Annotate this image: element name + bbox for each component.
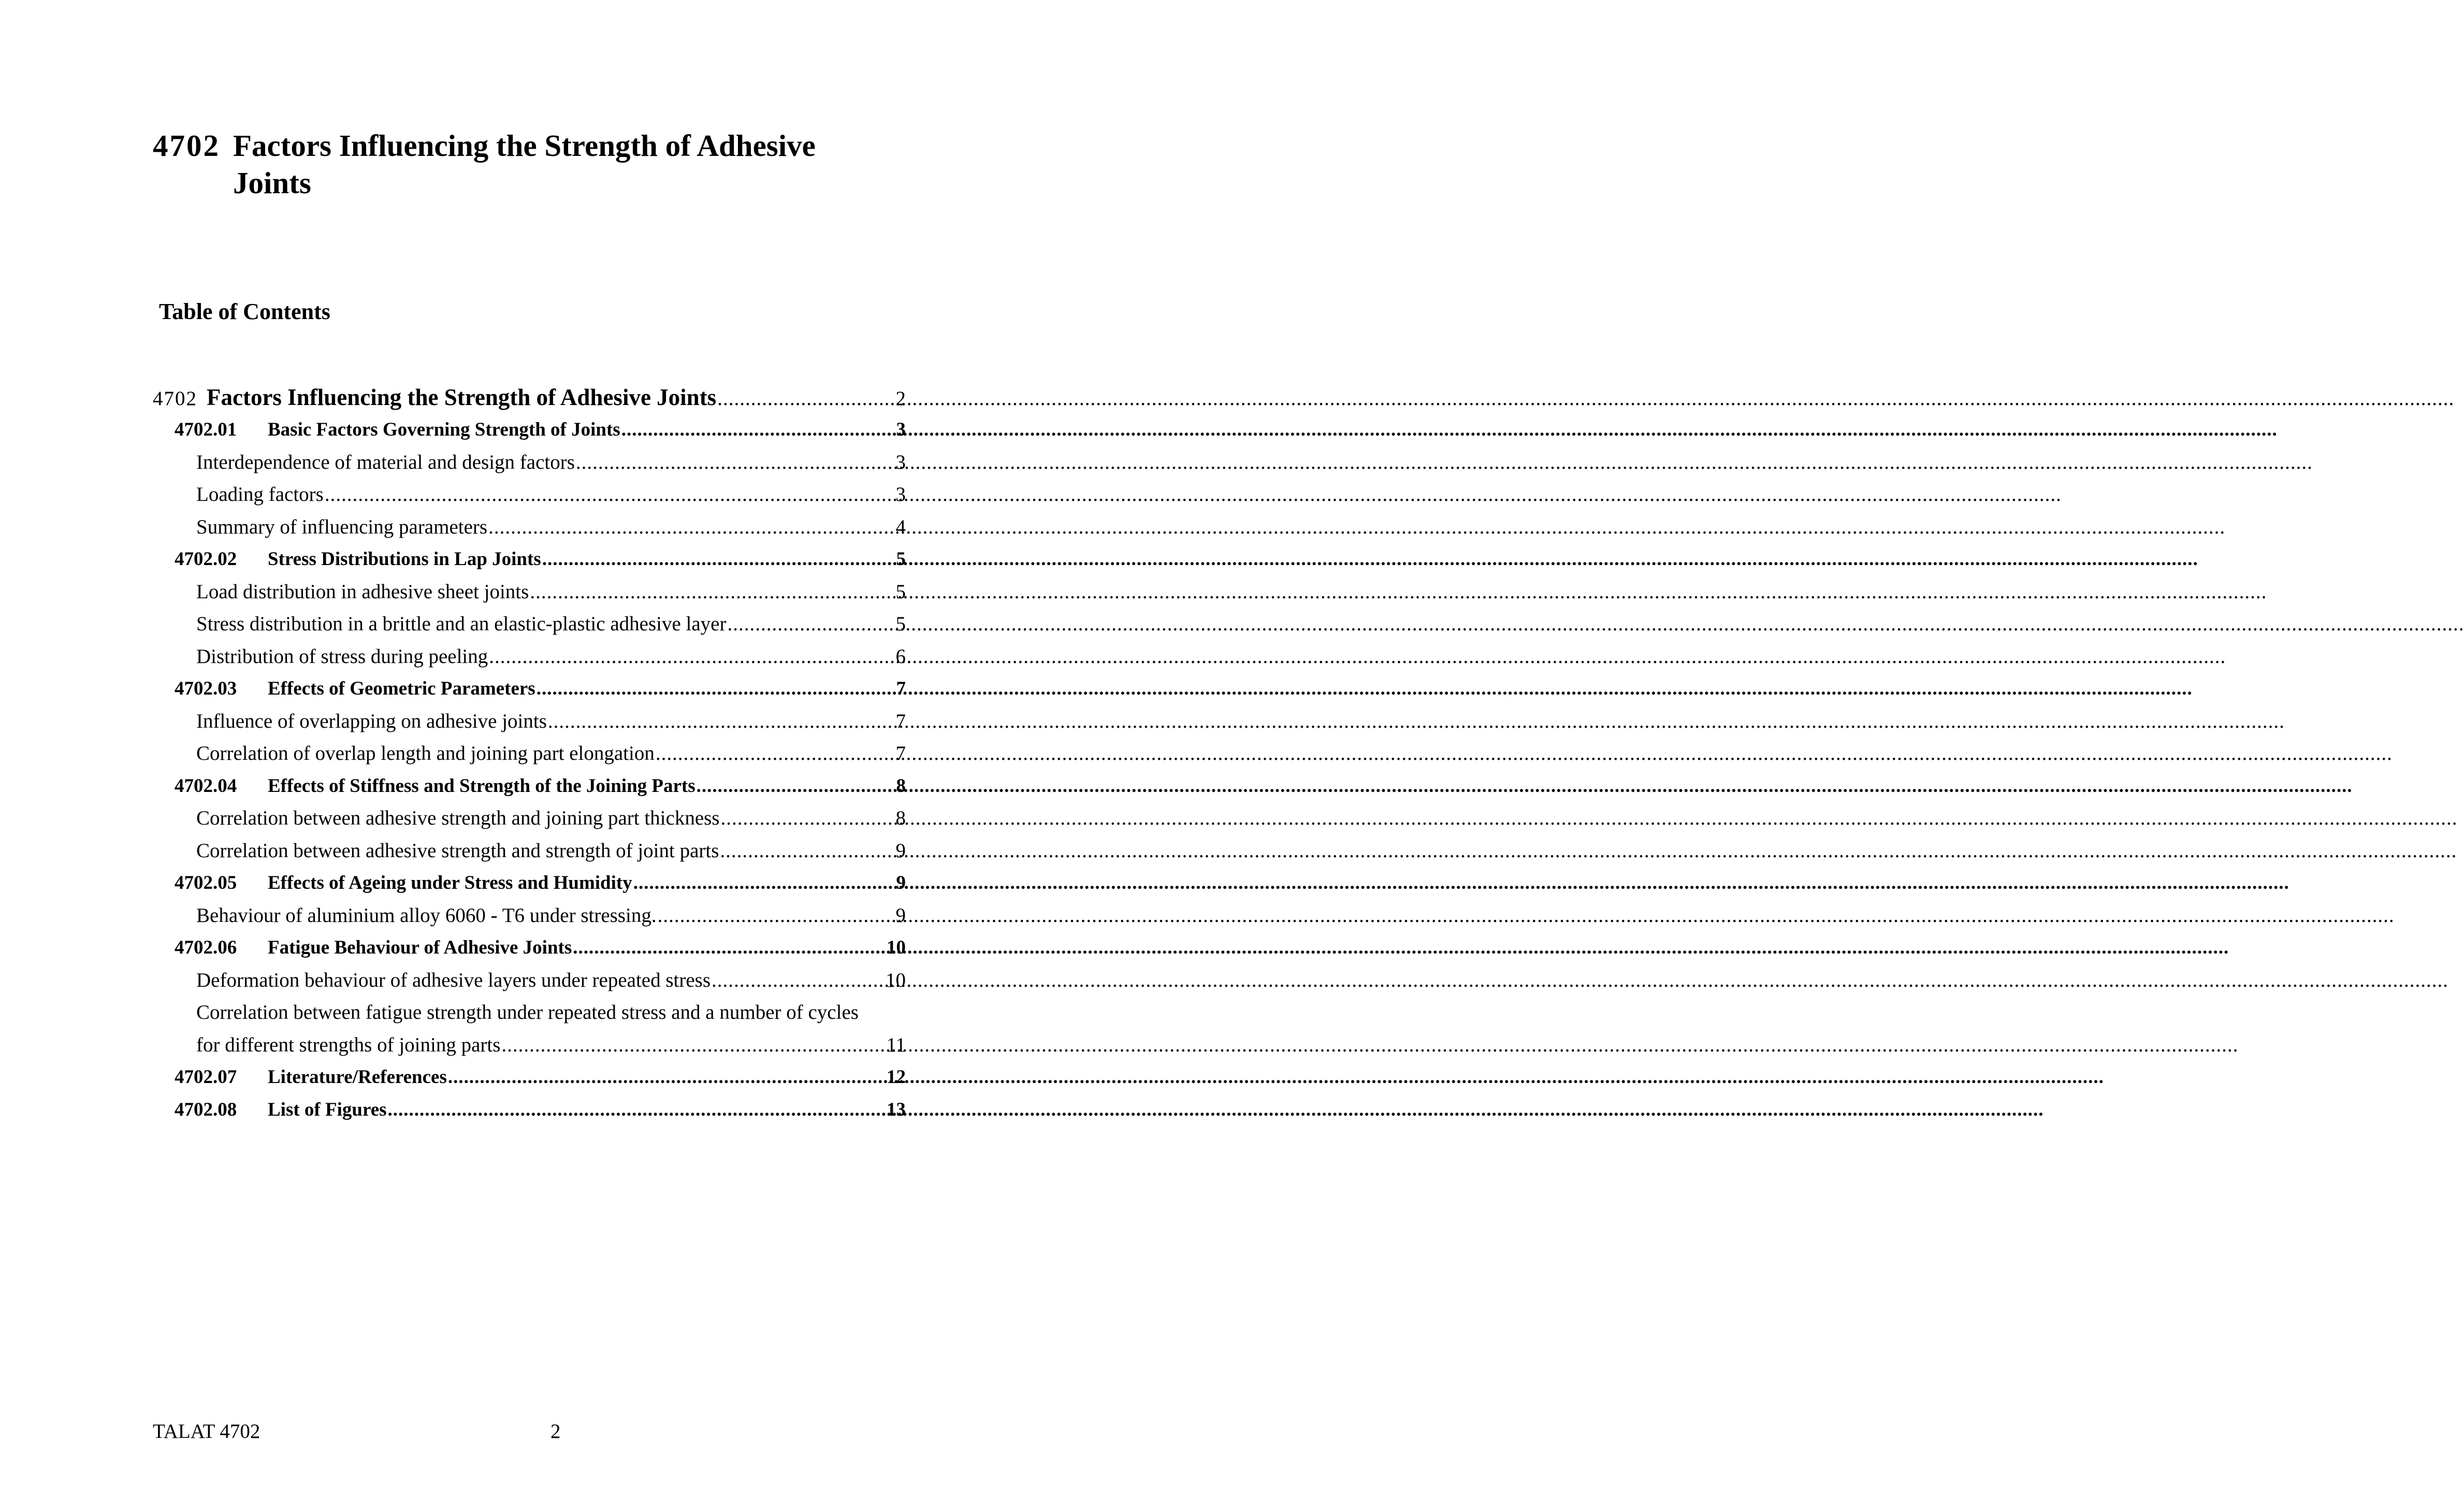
dot-leader bbox=[388, 1094, 886, 1127]
toc-entry-title: Influence of overlapping on adhesive joints bbox=[196, 710, 547, 732]
document-title-text: Factors Influencing the Strength of Adhesive Joints bbox=[233, 128, 816, 200]
toc-entry-title: Load distribution in adhesive sheet joints bbox=[196, 580, 529, 603]
toc-section-20[interactable] bbox=[153, 1061, 906, 1094]
toc-entry-page: 12 bbox=[887, 1066, 906, 1088]
toc-entry-page: 11 bbox=[886, 1033, 906, 1056]
toc-entry-page: 10 bbox=[887, 937, 906, 958]
dot-leader bbox=[542, 543, 895, 576]
toc-entry-13[interactable] bbox=[153, 802, 906, 835]
toc-section-15[interactable] bbox=[153, 867, 906, 900]
toc-section-9[interactable] bbox=[153, 673, 906, 705]
dot-leader bbox=[576, 446, 895, 479]
toc-entry-6[interactable] bbox=[153, 576, 906, 609]
toc-entry-title: Stress distribution in a brittle and an elastic-plastic adhesive layer bbox=[196, 613, 727, 635]
toc-entry-page: 3 bbox=[895, 483, 906, 506]
toc-entry-page: 4 bbox=[895, 515, 906, 538]
toc-entry-page: 10 bbox=[886, 969, 906, 991]
document-title bbox=[153, 127, 930, 201]
toc-entry-14[interactable] bbox=[153, 835, 906, 868]
dot-leader bbox=[489, 641, 894, 673]
toc-entry-number: 4702.02 bbox=[175, 549, 237, 570]
dot-leader bbox=[548, 705, 895, 738]
toc-entry-page: 5 bbox=[895, 580, 906, 603]
toc-entry-title: Correlation of overlap length and joining part elongation bbox=[196, 742, 655, 764]
toc-entry-page: 8 bbox=[896, 775, 906, 797]
dot-leader bbox=[537, 673, 895, 705]
toc-entry-number: 4702 bbox=[153, 387, 197, 410]
toc-entry-page: 9 bbox=[895, 904, 906, 927]
toc-section-5[interactable] bbox=[153, 543, 906, 576]
toc-entry-title: Loading factors bbox=[196, 483, 324, 506]
toc-entry-title: List of Figures bbox=[268, 1099, 387, 1120]
toc-entry-page: 7 bbox=[895, 742, 906, 764]
toc-entry-title: Effects of Stiffness and Strength of the Joining Parts bbox=[268, 775, 695, 797]
document-title-number: 4702 bbox=[153, 128, 220, 163]
toc-entry-title: Literature/References bbox=[268, 1066, 447, 1088]
toc-entry-title: Effects of Ageing under Stress and Humidity bbox=[268, 872, 632, 893]
toc-entry-16[interactable] bbox=[153, 900, 906, 932]
dot-leader bbox=[656, 738, 895, 770]
dot-leader bbox=[488, 511, 894, 544]
toc-entry-title: Correlation between adhesive strength and strength of joint parts bbox=[196, 839, 719, 862]
toc-entry-page: 5 bbox=[896, 549, 906, 570]
toc-entry-title: Summary of influencing parameters bbox=[196, 515, 488, 538]
toc-entry-title: Behaviour of aluminium alloy 6060 - T6 under stressing. bbox=[196, 904, 657, 927]
dot-leader bbox=[573, 932, 886, 964]
toc-entry-title: Deformation behaviour of adhesive layers under repeated stress bbox=[196, 969, 711, 991]
toc-section-17[interactable] bbox=[153, 932, 906, 964]
toc-entry-number: 4702.07 bbox=[175, 1066, 237, 1088]
toc-entry-title: Correlation between adhesive strength and joining part thickness bbox=[196, 807, 720, 829]
toc-entry-19-continuation[interactable] bbox=[153, 1029, 906, 1062]
toc-entry-3[interactable] bbox=[153, 479, 906, 511]
dot-leader bbox=[658, 900, 895, 932]
footer-page-number: 2 bbox=[550, 1420, 561, 1442]
toc-entry-title: Correlation between fatigue strength under repeated stress and a number of cycles bbox=[196, 1001, 859, 1023]
toc-entry-page: 9 bbox=[895, 839, 906, 862]
dot-leader bbox=[727, 608, 894, 641]
toc-entry-number: 4702.01 bbox=[175, 419, 237, 440]
toc-entry-page: 6 bbox=[895, 645, 906, 668]
toc-entry-number: 4702.03 bbox=[175, 678, 237, 699]
toc-heading: Table of Contents bbox=[159, 299, 330, 324]
toc-entry-page: 5 bbox=[895, 613, 906, 635]
toc-entry-4[interactable] bbox=[153, 511, 906, 544]
toc-entry-list bbox=[153, 414, 906, 1126]
dot-leader bbox=[712, 964, 885, 997]
toc-entry-number: 4702.04 bbox=[175, 775, 237, 797]
toc-entry-page: 13 bbox=[887, 1099, 906, 1120]
toc-entry-page: 9 bbox=[896, 872, 906, 893]
toc-entry-page: 7 bbox=[896, 678, 906, 699]
toc-entry-8[interactable] bbox=[153, 641, 906, 673]
dot-leader bbox=[633, 867, 895, 900]
dot-leader bbox=[720, 802, 894, 835]
toc-entry-number: 4702.08 bbox=[175, 1099, 237, 1120]
toc-entry-title: Effects of Geometric Parameters bbox=[268, 678, 535, 699]
dot-leader bbox=[621, 414, 895, 446]
toc-entry-title: Distribution of stress during peeling bbox=[196, 645, 488, 668]
toc-entry-title: Interdependence of material and design factors bbox=[196, 451, 575, 473]
toc-section-12[interactable] bbox=[153, 770, 906, 803]
toc-entry-11[interactable] bbox=[153, 738, 906, 770]
toc-entry-19[interactable] bbox=[153, 997, 906, 1029]
toc-entry-number: 4702.06 bbox=[175, 937, 237, 958]
toc-entry-title-continuation: for different strengths of joining parts bbox=[196, 1033, 501, 1056]
toc-entry-10[interactable] bbox=[153, 705, 906, 738]
dot-leader bbox=[501, 1029, 885, 1062]
toc-entry-title: Basic Factors Governing Strength of Joints bbox=[268, 419, 620, 440]
toc-entry-2[interactable] bbox=[153, 446, 906, 479]
toc-entry-page: 8 bbox=[895, 807, 906, 829]
dot-leader bbox=[530, 576, 894, 609]
table-of-contents bbox=[153, 381, 906, 1126]
toc-entry-top[interactable] bbox=[153, 381, 906, 414]
toc-entry-title: Factors Influencing the Strength of Adhesive Joints bbox=[207, 384, 717, 410]
dot-leader bbox=[697, 770, 895, 803]
toc-entry-page: 3 bbox=[895, 451, 906, 473]
dot-leader bbox=[325, 479, 895, 511]
toc-entry-page: 7 bbox=[895, 710, 906, 732]
dot-leader bbox=[448, 1061, 886, 1094]
toc-entry-page: 2 bbox=[895, 387, 906, 410]
footer-document-code: TALAT 4702 bbox=[153, 1420, 260, 1442]
dot-leader bbox=[717, 382, 894, 415]
toc-entry-7[interactable] bbox=[153, 608, 906, 641]
toc-entry-page: 3 bbox=[896, 419, 906, 440]
toc-entry-18[interactable] bbox=[153, 964, 906, 997]
dot-leader bbox=[720, 835, 894, 868]
toc-entry-title: Stress Distributions in Lap Joints bbox=[268, 549, 541, 570]
toc-section-1[interactable] bbox=[153, 414, 906, 446]
toc-entry-number: 4702.05 bbox=[175, 872, 237, 893]
toc-section-21[interactable] bbox=[153, 1094, 906, 1127]
toc-entry-title: Fatigue Behaviour of Adhesive Joints bbox=[268, 937, 572, 958]
